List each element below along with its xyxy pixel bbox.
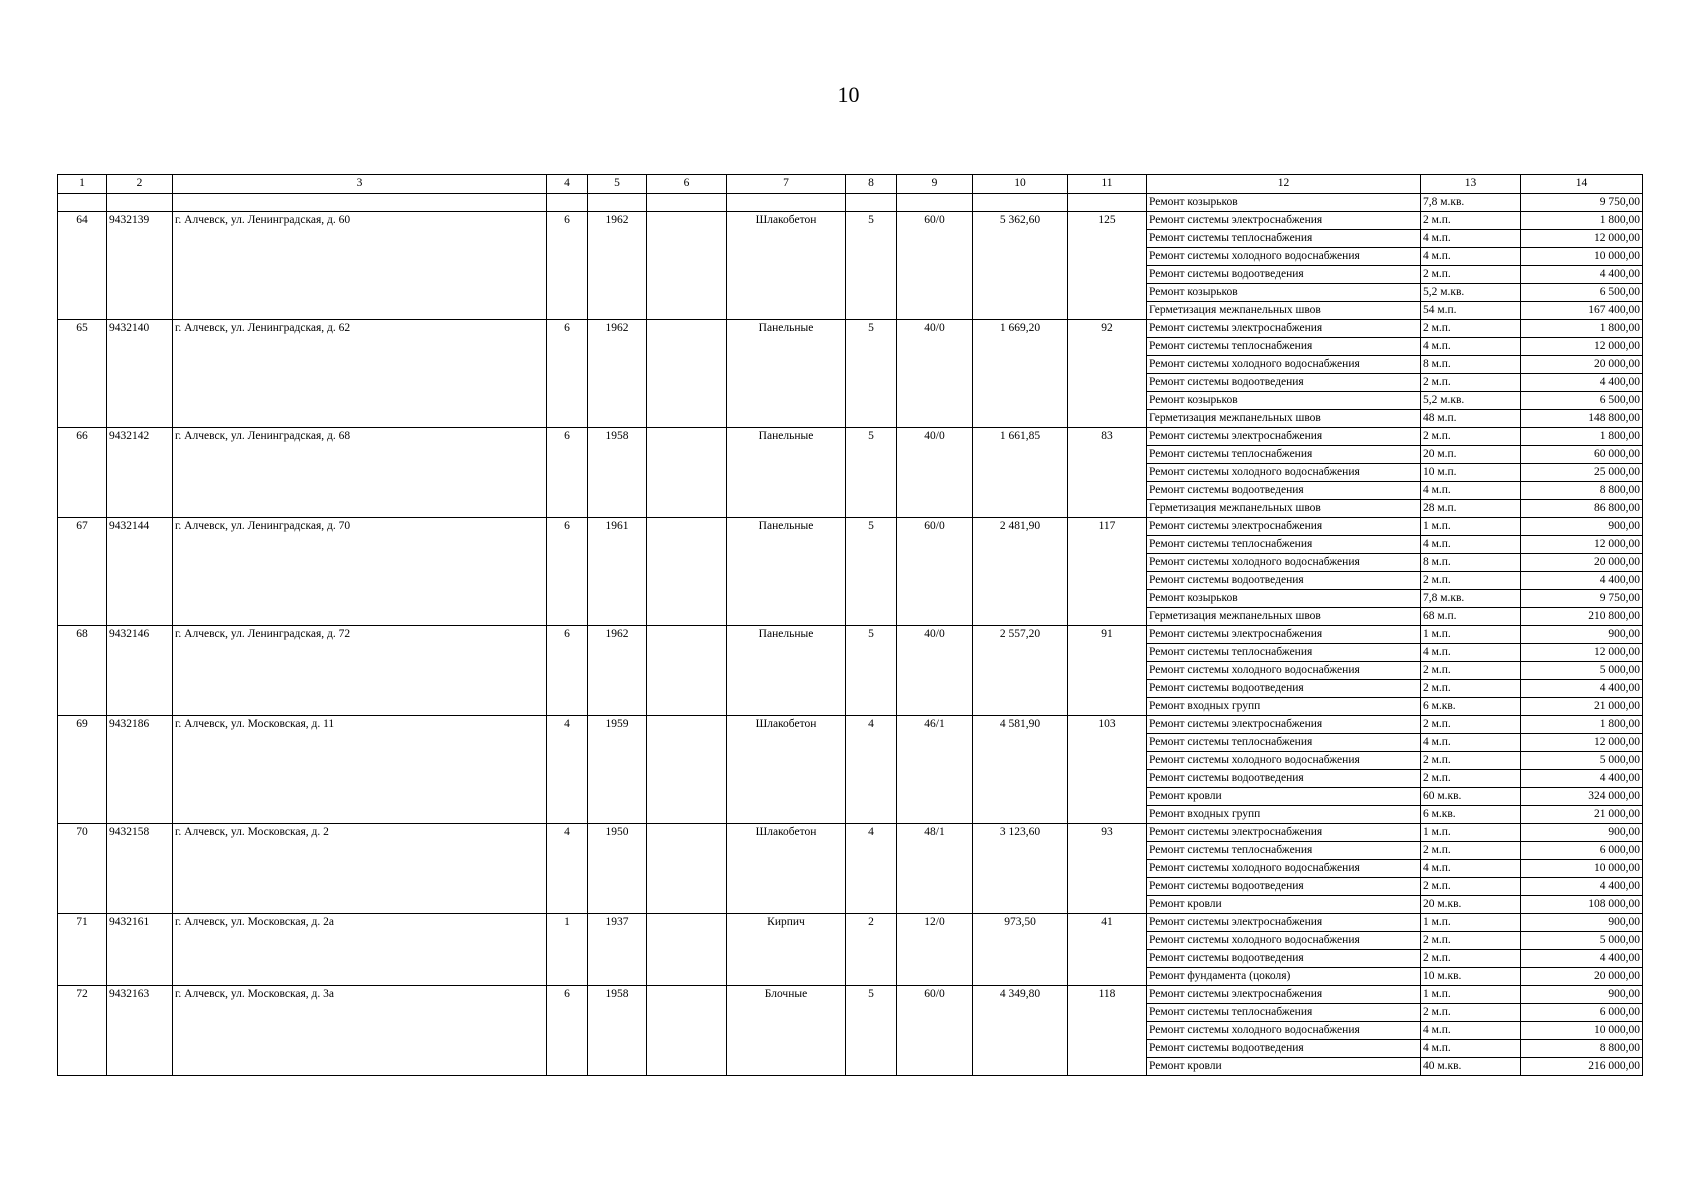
work-type: Ремонт козырьков [1147,392,1421,410]
column-11-value: 118 [1068,986,1147,1076]
work-cost: 12 000,00 [1521,338,1643,356]
row-number: 68 [58,626,107,716]
floors-count: 5 [846,212,897,320]
work-type: Ремонт системы холодного водоснабжения [1147,1022,1421,1040]
repair-registry-table [57,174,1643,1076]
wall-material: Шлакобетон [727,716,846,824]
wall-material: Шлакобетон [727,212,846,320]
empty-cell [588,194,647,212]
work-cost: 900,00 [1521,986,1643,1004]
empty-cell [173,194,547,212]
table-row [58,626,1643,644]
work-type: Ремонт козырьков [1147,284,1421,302]
building-code: 9432158 [107,824,173,914]
work-volume: 2 м.п. [1421,572,1521,590]
work-volume: 4 м.п. [1421,230,1521,248]
empty-cell [107,194,173,212]
work-type: Ремонт системы теплоснабжения [1147,1004,1421,1022]
work-cost: 6 500,00 [1521,392,1643,410]
work-cost: 6 000,00 [1521,1004,1643,1022]
column-6-value [647,518,727,626]
empty-cell [1068,194,1147,212]
column-9-value: 12/0 [897,914,973,986]
work-volume: 4 м.п. [1421,338,1521,356]
column-4-value: 1 [547,914,588,986]
work-volume: 6 м.кв. [1421,806,1521,824]
building-address: г. Алчевск, ул. Московская, д. 2а [173,914,547,986]
total-area: 5 362,60 [973,212,1068,320]
work-cost: 12 000,00 [1521,644,1643,662]
build-year: 1950 [588,824,647,914]
row-number: 65 [58,320,107,428]
work-volume: 4 м.п. [1421,860,1521,878]
work-cost: 25 000,00 [1521,464,1643,482]
work-cost: 900,00 [1521,626,1643,644]
table-row [58,212,1643,230]
build-year: 1962 [588,212,647,320]
empty-cell [58,194,107,212]
wall-material: Панельные [727,518,846,626]
work-type: Ремонт системы водоотведения [1147,266,1421,284]
work-type: Ремонт системы теплоснабжения [1147,338,1421,356]
work-volume: 4 м.п. [1421,536,1521,554]
floors-count: 5 [846,626,897,716]
work-volume: 1 м.п. [1421,824,1521,842]
work-volume: 2 м.п. [1421,878,1521,896]
work-type: Ремонт системы теплоснабжения [1147,734,1421,752]
work-volume: 4 м.п. [1421,734,1521,752]
building-code: 9432142 [107,428,173,518]
work-type: Ремонт системы холодного водоснабжения [1147,248,1421,266]
column-4-value: 6 [547,518,588,626]
work-type: Ремонт системы водоотведения [1147,680,1421,698]
work-volume: 7,8 м.кв. [1421,194,1521,212]
work-type: Ремонт системы холодного водоснабжения [1147,932,1421,950]
table-row [58,716,1643,734]
building-address: г. Алчевск, ул. Ленинградская, д. 72 [173,626,547,716]
column-header: 8 [846,175,897,194]
building-address: г. Алчевск, ул. Ленинградская, д. 70 [173,518,547,626]
total-area: 3 123,60 [973,824,1068,914]
work-volume: 1 м.п. [1421,986,1521,1004]
work-type: Ремонт козырьков [1147,194,1421,212]
build-year: 1959 [588,716,647,824]
work-volume: 2 м.п. [1421,770,1521,788]
carryover-row [58,194,1643,212]
work-cost: 10 000,00 [1521,248,1643,266]
work-volume: 6 м.кв. [1421,698,1521,716]
work-type: Ремонт системы теплоснабжения [1147,230,1421,248]
work-volume: 4 м.п. [1421,644,1521,662]
row-number: 64 [58,212,107,320]
total-area: 2 557,20 [973,626,1068,716]
column-header: 7 [727,175,846,194]
work-type: Ремонт системы электроснабжения [1147,320,1421,338]
work-cost: 4 400,00 [1521,572,1643,590]
work-volume: 2 м.п. [1421,662,1521,680]
building-code: 9432161 [107,914,173,986]
work-type: Ремонт входных групп [1147,806,1421,824]
work-type: Ремонт системы водоотведения [1147,950,1421,968]
column-4-value: 4 [547,824,588,914]
work-volume: 2 м.п. [1421,428,1521,446]
floors-count: 5 [846,986,897,1076]
work-type: Ремонт козырьков [1147,590,1421,608]
build-year: 1937 [588,914,647,986]
work-type: Ремонт системы теплоснабжения [1147,644,1421,662]
work-type: Герметизация межпанельных швов [1147,410,1421,428]
work-cost: 20 000,00 [1521,554,1643,572]
work-volume: 1 м.п. [1421,914,1521,932]
work-cost: 8 800,00 [1521,1040,1643,1058]
work-type: Ремонт системы холодного водоснабжения [1147,554,1421,572]
work-cost: 12 000,00 [1521,230,1643,248]
work-cost: 5 000,00 [1521,662,1643,680]
total-area: 2 481,90 [973,518,1068,626]
wall-material: Кирпич [727,914,846,986]
table-row [58,914,1643,932]
table-row [58,986,1643,1004]
work-cost: 167 400,00 [1521,302,1643,320]
work-volume: 2 м.п. [1421,374,1521,392]
column-6-value [647,212,727,320]
work-cost: 10 000,00 [1521,1022,1643,1040]
column-6-value [647,320,727,428]
work-cost: 324 000,00 [1521,788,1643,806]
column-9-value: 60/0 [897,518,973,626]
work-type: Ремонт системы электроснабжения [1147,824,1421,842]
column-header: 6 [647,175,727,194]
work-volume: 28 м.п. [1421,500,1521,518]
work-cost: 12 000,00 [1521,536,1643,554]
work-volume: 40 м.кв. [1421,1058,1521,1076]
work-type: Герметизация межпанельных швов [1147,302,1421,320]
work-cost: 86 800,00 [1521,500,1643,518]
work-volume: 10 м.кв. [1421,968,1521,986]
work-volume: 20 м.п. [1421,446,1521,464]
column-6-value [647,716,727,824]
work-type: Ремонт системы водоотведения [1147,878,1421,896]
wall-material: Панельные [727,428,846,518]
column-header: 5 [588,175,647,194]
table-row [58,518,1643,536]
column-header: 2 [107,175,173,194]
column-11-value: 103 [1068,716,1147,824]
column-11-value: 93 [1068,824,1147,914]
building-address: г. Алчевск, ул. Ленинградская, д. 62 [173,320,547,428]
work-type: Ремонт кровли [1147,1058,1421,1076]
work-volume: 4 м.п. [1421,1022,1521,1040]
wall-material: Панельные [727,626,846,716]
work-volume: 48 м.п. [1421,410,1521,428]
work-cost: 1 800,00 [1521,716,1643,734]
column-header: 9 [897,175,973,194]
column-11-value: 41 [1068,914,1147,986]
work-volume: 1 м.п. [1421,626,1521,644]
table-row [58,320,1643,338]
column-header: 14 [1521,175,1643,194]
column-6-value [647,986,727,1076]
empty-cell [846,194,897,212]
work-cost: 6 500,00 [1521,284,1643,302]
page-number: 10 [837,82,860,107]
column-9-value: 60/0 [897,986,973,1076]
work-type: Ремонт кровли [1147,896,1421,914]
row-number: 71 [58,914,107,986]
work-cost: 900,00 [1521,824,1643,842]
empty-cell [973,194,1068,212]
work-type: Ремонт системы электроснабжения [1147,914,1421,932]
building-code: 9432163 [107,986,173,1076]
column-number-header [58,175,1643,194]
work-cost: 148 800,00 [1521,410,1643,428]
work-volume: 68 м.п. [1421,608,1521,626]
work-cost: 21 000,00 [1521,698,1643,716]
work-cost: 4 400,00 [1521,770,1643,788]
column-6-value [647,824,727,914]
column-4-value: 6 [547,986,588,1076]
work-type: Ремонт системы теплоснабжения [1147,536,1421,554]
floors-count: 4 [846,716,897,824]
building-code: 9432140 [107,320,173,428]
column-9-value: 40/0 [897,626,973,716]
column-11-value: 83 [1068,428,1147,518]
work-volume: 2 м.п. [1421,752,1521,770]
build-year: 1958 [588,428,647,518]
column-9-value: 40/0 [897,428,973,518]
work-type: Ремонт системы холодного водоснабжения [1147,356,1421,374]
build-year: 1958 [588,986,647,1076]
building-address: г. Алчевск, ул. Московская, д. 11 [173,716,547,824]
work-type: Ремонт системы теплоснабжения [1147,842,1421,860]
registry-body [58,194,1643,1076]
work-type: Герметизация межпанельных швов [1147,500,1421,518]
column-4-value: 6 [547,212,588,320]
work-cost: 4 400,00 [1521,878,1643,896]
column-header: 13 [1421,175,1521,194]
work-volume: 2 м.п. [1421,932,1521,950]
work-cost: 216 000,00 [1521,1058,1643,1076]
work-volume: 1 м.п. [1421,518,1521,536]
work-type: Ремонт системы водоотведения [1147,374,1421,392]
work-type: Ремонт системы холодного водоснабжения [1147,464,1421,482]
empty-cell [647,194,727,212]
work-volume: 2 м.п. [1421,266,1521,284]
work-type: Ремонт системы электроснабжения [1147,986,1421,1004]
column-header: 10 [973,175,1068,194]
work-cost: 9 750,00 [1521,194,1643,212]
build-year: 1962 [588,626,647,716]
work-volume: 5,2 м.кв. [1421,392,1521,410]
work-volume: 2 м.п. [1421,950,1521,968]
building-address: г. Алчевск, ул. Московская, д. 3а [173,986,547,1076]
work-cost: 5 000,00 [1521,752,1643,770]
work-volume: 5,2 м.кв. [1421,284,1521,302]
work-cost: 900,00 [1521,518,1643,536]
column-9-value: 40/0 [897,320,973,428]
building-address: г. Алчевск, ул. Московская, д. 2 [173,824,547,914]
work-cost: 1 800,00 [1521,428,1643,446]
work-type: Ремонт системы водоотведения [1147,770,1421,788]
floors-count: 4 [846,824,897,914]
work-type: Ремонт системы водоотведения [1147,482,1421,500]
column-6-value [647,626,727,716]
floors-count: 5 [846,320,897,428]
work-cost: 21 000,00 [1521,806,1643,824]
column-9-value: 48/1 [897,824,973,914]
build-year: 1961 [588,518,647,626]
work-volume: 4 м.п. [1421,248,1521,266]
row-number: 69 [58,716,107,824]
work-volume: 2 м.п. [1421,680,1521,698]
work-type: Ремонт системы электроснабжения [1147,428,1421,446]
wall-material: Шлакобетон [727,824,846,914]
work-type: Ремонт системы холодного водоснабжения [1147,860,1421,878]
work-volume: 10 м.п. [1421,464,1521,482]
work-cost: 10 000,00 [1521,860,1643,878]
work-volume: 4 м.п. [1421,482,1521,500]
work-cost: 1 800,00 [1521,320,1643,338]
work-cost: 1 800,00 [1521,212,1643,230]
work-volume: 2 м.п. [1421,212,1521,230]
work-cost: 20 000,00 [1521,968,1643,986]
row-number: 67 [58,518,107,626]
work-type: Ремонт входных групп [1147,698,1421,716]
work-cost: 60 000,00 [1521,446,1643,464]
building-code: 9432139 [107,212,173,320]
work-type: Ремонт системы холодного водоснабжения [1147,752,1421,770]
work-cost: 5 000,00 [1521,932,1643,950]
work-volume: 7,8 м.кв. [1421,590,1521,608]
empty-cell [547,194,588,212]
column-header: 12 [1147,175,1421,194]
work-volume: 8 м.п. [1421,356,1521,374]
work-volume: 4 м.п. [1421,1040,1521,1058]
column-9-value: 46/1 [897,716,973,824]
work-type: Ремонт системы электроснабжения [1147,626,1421,644]
work-type: Ремонт системы электроснабжения [1147,518,1421,536]
wall-material: Панельные [727,320,846,428]
building-address: г. Алчевск, ул. Ленинградская, д. 68 [173,428,547,518]
empty-cell [727,194,846,212]
floors-count: 5 [846,428,897,518]
floors-count: 5 [846,518,897,626]
column-header: 11 [1068,175,1147,194]
building-code: 9432146 [107,626,173,716]
work-cost: 4 400,00 [1521,680,1643,698]
total-area: 1 661,85 [973,428,1068,518]
work-type: Ремонт фундамента (цоколя) [1147,968,1421,986]
work-cost: 4 400,00 [1521,266,1643,284]
column-11-value: 91 [1068,626,1147,716]
column-4-value: 6 [547,320,588,428]
total-area: 4 581,90 [973,716,1068,824]
work-type: Ремонт системы водоотведения [1147,1040,1421,1058]
work-cost: 4 400,00 [1521,374,1643,392]
build-year: 1962 [588,320,647,428]
work-cost: 210 800,00 [1521,608,1643,626]
work-volume: 8 м.п. [1421,554,1521,572]
table-row [58,428,1643,446]
wall-material: Блочные [727,986,846,1076]
work-type: Ремонт системы электроснабжения [1147,212,1421,230]
work-cost: 20 000,00 [1521,356,1643,374]
work-type: Ремонт кровли [1147,788,1421,806]
table-row [58,824,1643,842]
work-cost: 9 750,00 [1521,590,1643,608]
work-cost: 4 400,00 [1521,950,1643,968]
column-4-value: 6 [547,626,588,716]
column-header: 4 [547,175,588,194]
floors-count: 2 [846,914,897,986]
column-11-value: 92 [1068,320,1147,428]
row-number: 66 [58,428,107,518]
row-number: 70 [58,824,107,914]
empty-cell [897,194,973,212]
total-area: 973,50 [973,914,1068,986]
work-volume: 60 м.кв. [1421,788,1521,806]
column-header: 3 [173,175,547,194]
work-cost: 12 000,00 [1521,734,1643,752]
column-11-value: 117 [1068,518,1147,626]
work-volume: 2 м.п. [1421,1004,1521,1022]
column-11-value: 125 [1068,212,1147,320]
column-4-value: 6 [547,428,588,518]
building-code: 9432144 [107,518,173,626]
work-volume: 2 м.п. [1421,320,1521,338]
column-header: 1 [58,175,107,194]
work-cost: 6 000,00 [1521,842,1643,860]
work-cost: 8 800,00 [1521,482,1643,500]
column-9-value: 60/0 [897,212,973,320]
total-area: 1 669,20 [973,320,1068,428]
work-type: Ремонт системы холодного водоснабжения [1147,662,1421,680]
work-cost: 900,00 [1521,914,1643,932]
column-6-value [647,914,727,986]
column-6-value [647,428,727,518]
work-volume: 54 м.п. [1421,302,1521,320]
work-type: Ремонт системы водоотведения [1147,572,1421,590]
building-address: г. Алчевск, ул. Ленинградская, д. 60 [173,212,547,320]
work-type: Герметизация межпанельных швов [1147,608,1421,626]
work-type: Ремонт системы электроснабжения [1147,716,1421,734]
work-volume: 20 м.кв. [1421,896,1521,914]
work-volume: 2 м.п. [1421,842,1521,860]
row-number: 72 [58,986,107,1076]
work-type: Ремонт системы теплоснабжения [1147,446,1421,464]
work-cost: 108 000,00 [1521,896,1643,914]
building-code: 9432186 [107,716,173,824]
total-area: 4 349,80 [973,986,1068,1076]
work-volume: 2 м.п. [1421,716,1521,734]
column-4-value: 4 [547,716,588,824]
